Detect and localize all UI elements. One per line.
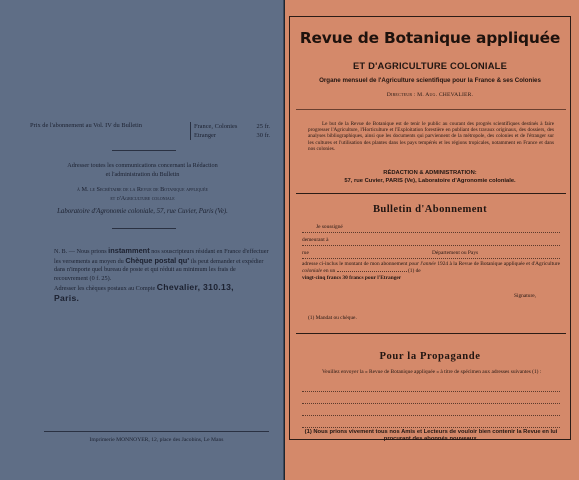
page-title: Revue de Botanique appliquée — [299, 29, 561, 47]
page-subtitle: ET D'AGRICULTURE COLONIALE — [352, 60, 508, 71]
nota-bene: N. B. — Nous prions instamment nos souscripteurs résidant en France d'effectuer les versements au moyen du Chèque postal qu' ils peut demander et expédier dans n'importe quel bureau de poste et qui réduit au minimum les frais de recouvrement (0 f. 25). Adresser les chèques postaux au Compte Chevalier, 310.13, Paris. — [54, 246, 269, 303]
price-option-etranger: Etranger 30 fr. — [194, 132, 270, 139]
divider — [296, 333, 566, 334]
form-paragraph: adresse ci-inclus le montant de mon abonnement pour l'année 1924 à la Revue de Botanique appliquée et d'Agriculture coloniale en un (1) de vingt-cinq francs 30 francs pour l'Etranger — [302, 261, 560, 281]
form-field-rue[interactable]: rue Département ou Pays — [302, 250, 560, 260]
right-page — [285, 0, 579, 480]
address-line-1: Adresser toutes les communications concernant la Rédaction — [67, 162, 218, 169]
signature-label: Signature, — [513, 293, 536, 299]
left-page — [0, 0, 284, 480]
intro-paragraph: Le but de la Revue de Botanique est de tenir le public au courant des progrès scientifiques destinés à faire progresser l'Agriculture, l'Horticulture et l'Exploitation forestière en publiant des travaux originaux, des dossiers, des analyses bibliographiques, ainsi que les documents qui parviennent de la métropole, des colonies et de l'étranger sur les cultures et l'utilisation des plantes dans les pays tempérés et les régions tropicales, notamment en France et dans nos colonies. — [308, 121, 554, 152]
address-line-5: Laboratoire d'Agronomie coloniale, 57, rue Cuvier, Paris (Ve). — [57, 208, 228, 215]
form-field-soussigne[interactable]: Je soussigné — [302, 224, 560, 234]
page-frame — [289, 16, 571, 443]
printer-imprint: Imprimerie MONNOYER, 12, place des Jacobins, Le Mans — [44, 431, 269, 443]
bulletin-title: Bulletin d'Abonnement — [372, 204, 488, 215]
divider — [112, 228, 176, 229]
divider — [296, 193, 566, 194]
form-footnote: (1) Mandat ou chèque. — [308, 315, 357, 321]
redaction-title: RÉDACTION & ADMINISTRATION: — [383, 170, 477, 176]
director-line: Directeur : M. Aug. CHEVALIER. — [386, 92, 474, 98]
form-field-demeurant[interactable]: demeurant à — [302, 237, 560, 247]
address-line-3: à M. le Secrétaire de la Revue de Botanique appliquée — [77, 186, 208, 193]
address-line-4: et d'Agriculture coloniale — [110, 195, 175, 202]
price-options — [190, 122, 270, 140]
propagande-title: Pour la Propagande — [379, 351, 481, 362]
redaction-address: 57, rue Cuvier, PARIS (Ve), Laboratoire d'Agronomie coloniale. — [344, 178, 516, 184]
divider — [296, 109, 566, 110]
price-option-france: France, Colonies 25 fr. — [194, 123, 270, 130]
divider — [112, 150, 176, 151]
address-line-2: et l'administration du Bulletin — [105, 171, 180, 178]
subscription-price — [30, 122, 270, 140]
form-field-amount[interactable] — [337, 271, 407, 272]
price-label: Prix de l'abonnement au Vol. IV du Bulletin — [30, 122, 142, 129]
propagande-text: Veuillez envoyer la « Revue de Botanique appliquée » à titre de spécimen aux adresses suivantes (1) : — [322, 369, 542, 375]
redaction-block — [290, 169, 570, 185]
closing-note: (1) Nous prions vivement tous nos Amis et Lecteurs de vouloir bien contenir la Revue en lui procurant des abonnés nouveaux. — [304, 429, 558, 443]
organe-line: Organe mensuel de l'Agriculture scientifique pour la France & ses Colonies — [319, 77, 541, 84]
